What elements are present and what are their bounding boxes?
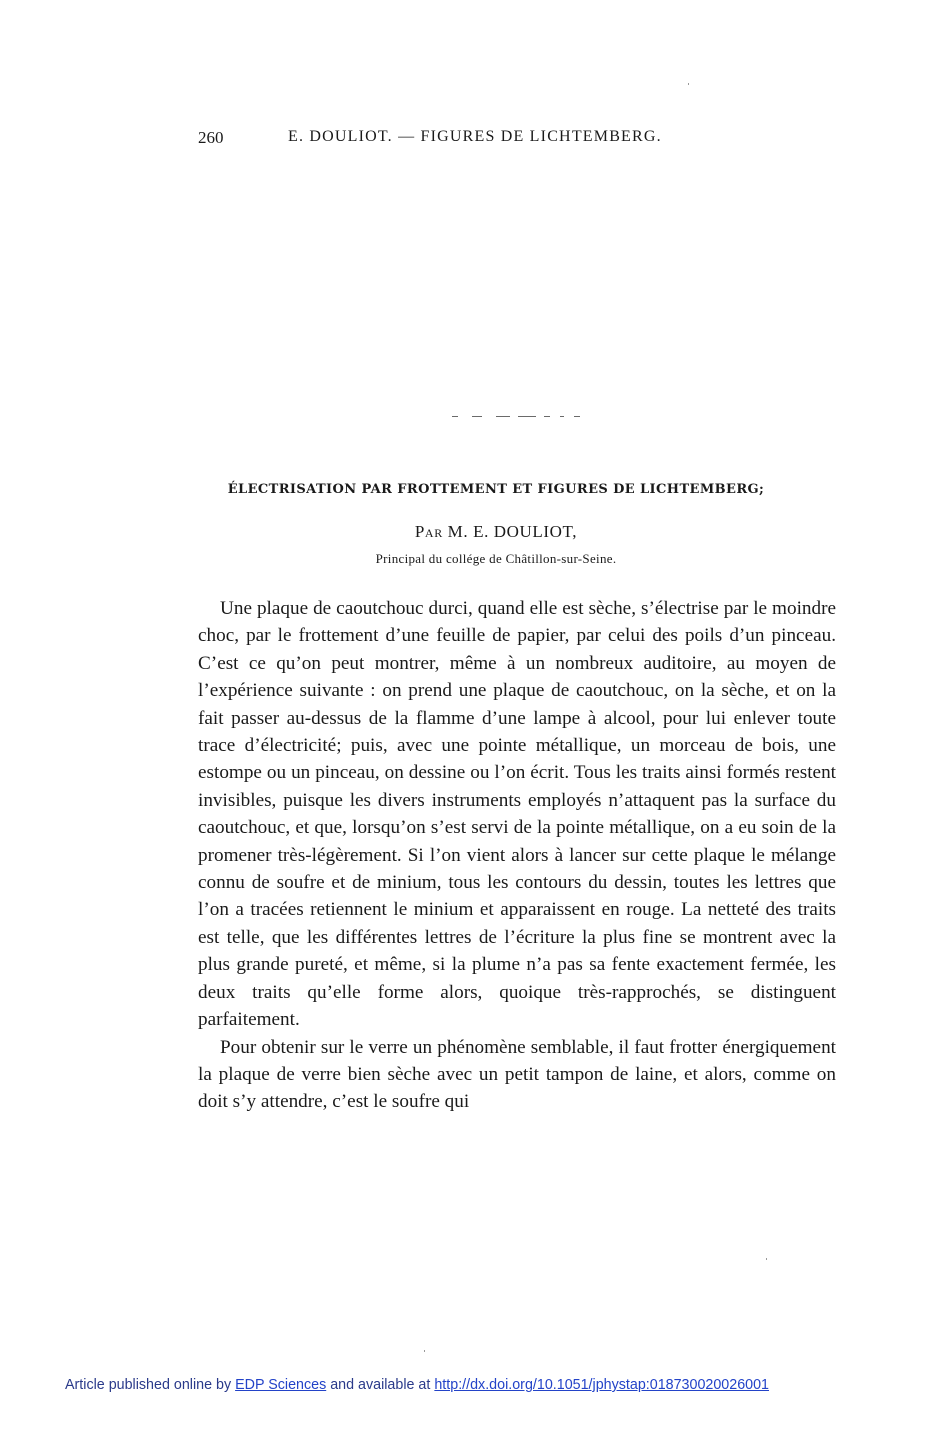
scan-speck xyxy=(424,1350,425,1352)
paragraph: Pour obtenir sur le verre un phénomène semblable, il faut frotter énergiquement la plaque de verre bien sèche avec un petit tampon de laine, et alors, comme on doit s’y attendre, c’est le soufre qui xyxy=(198,1036,836,1113)
publisher-link[interactable]: EDP Sciences xyxy=(235,1377,327,1393)
article-body xyxy=(198,595,836,1116)
article-title: ÉLECTRISATION PAR FROTTEMENT ET FIGURES DE LICHTEMBERG; xyxy=(227,482,765,497)
byline-prefix: Par xyxy=(414,522,443,541)
byline xyxy=(198,522,794,542)
publication-footer xyxy=(65,1377,915,1393)
page-number: 260 xyxy=(198,128,224,147)
scan-speck xyxy=(688,83,689,85)
author-affiliation: Principal du collége de Châtillon-sur-Seine. xyxy=(375,551,617,566)
section-separator xyxy=(452,412,582,420)
running-head xyxy=(198,128,750,154)
footer-middle: and available at xyxy=(330,1377,431,1393)
scan-speck xyxy=(766,1258,767,1260)
footer-prefix: Article published online by xyxy=(65,1377,232,1393)
doi-link[interactable]: http://dx.doi.org/10.1051/jphystap:018730020026001 xyxy=(434,1377,770,1393)
running-title: E. DOULIOT. — FIGURES DE LICHTEMBERG. xyxy=(288,128,662,145)
byline-author: M. E. DOULIOT, xyxy=(447,522,578,541)
paragraph: Une plaque de caoutchouc durci, quand elle est sèche, s’électrise par le moindre choc, par le frottement d’une feuille de papier, par celui des poils d’un pinceau. C’est ce qu’on peut montrer, même à un nombreux auditoire, au moyen de l’expérience suivante : on prend une plaque de caoutchouc, on la sèche, et on la fait passer au-dessus de la flamme d’une lampe à alcool, pour lui enlever toute trace d’électricité; puis, avec une pointe métallique, un morceau de bois, une estompe ou un pinceau, on dessine ou l’on écrit. Tous les traits ainsi formés restent invisibles, puisque les divers instruments employés n’attaquent pas la surface du caoutchouc, et que, lorsqu’on s’est servi de la pointe métallique, on a eu soin de la promener très-légèrement. Si l’on vient alors à lancer sur cette plaque le mélange connu de soufre et de minium, tous les contours du dessin, toutes les lettres que l’on a tracées retiennent le minium et apparaissent en rouge. La netteté des traits est telle, que les différentes lettres de l’écriture la plus fine se montrent avec la plus grande pureté, et même, si la plume n’a pas sa fente exactement fermée, les deux traits qu’elle forme alors, quoique très-rapprochés, se distinguent parfaitement. xyxy=(198,598,836,1031)
